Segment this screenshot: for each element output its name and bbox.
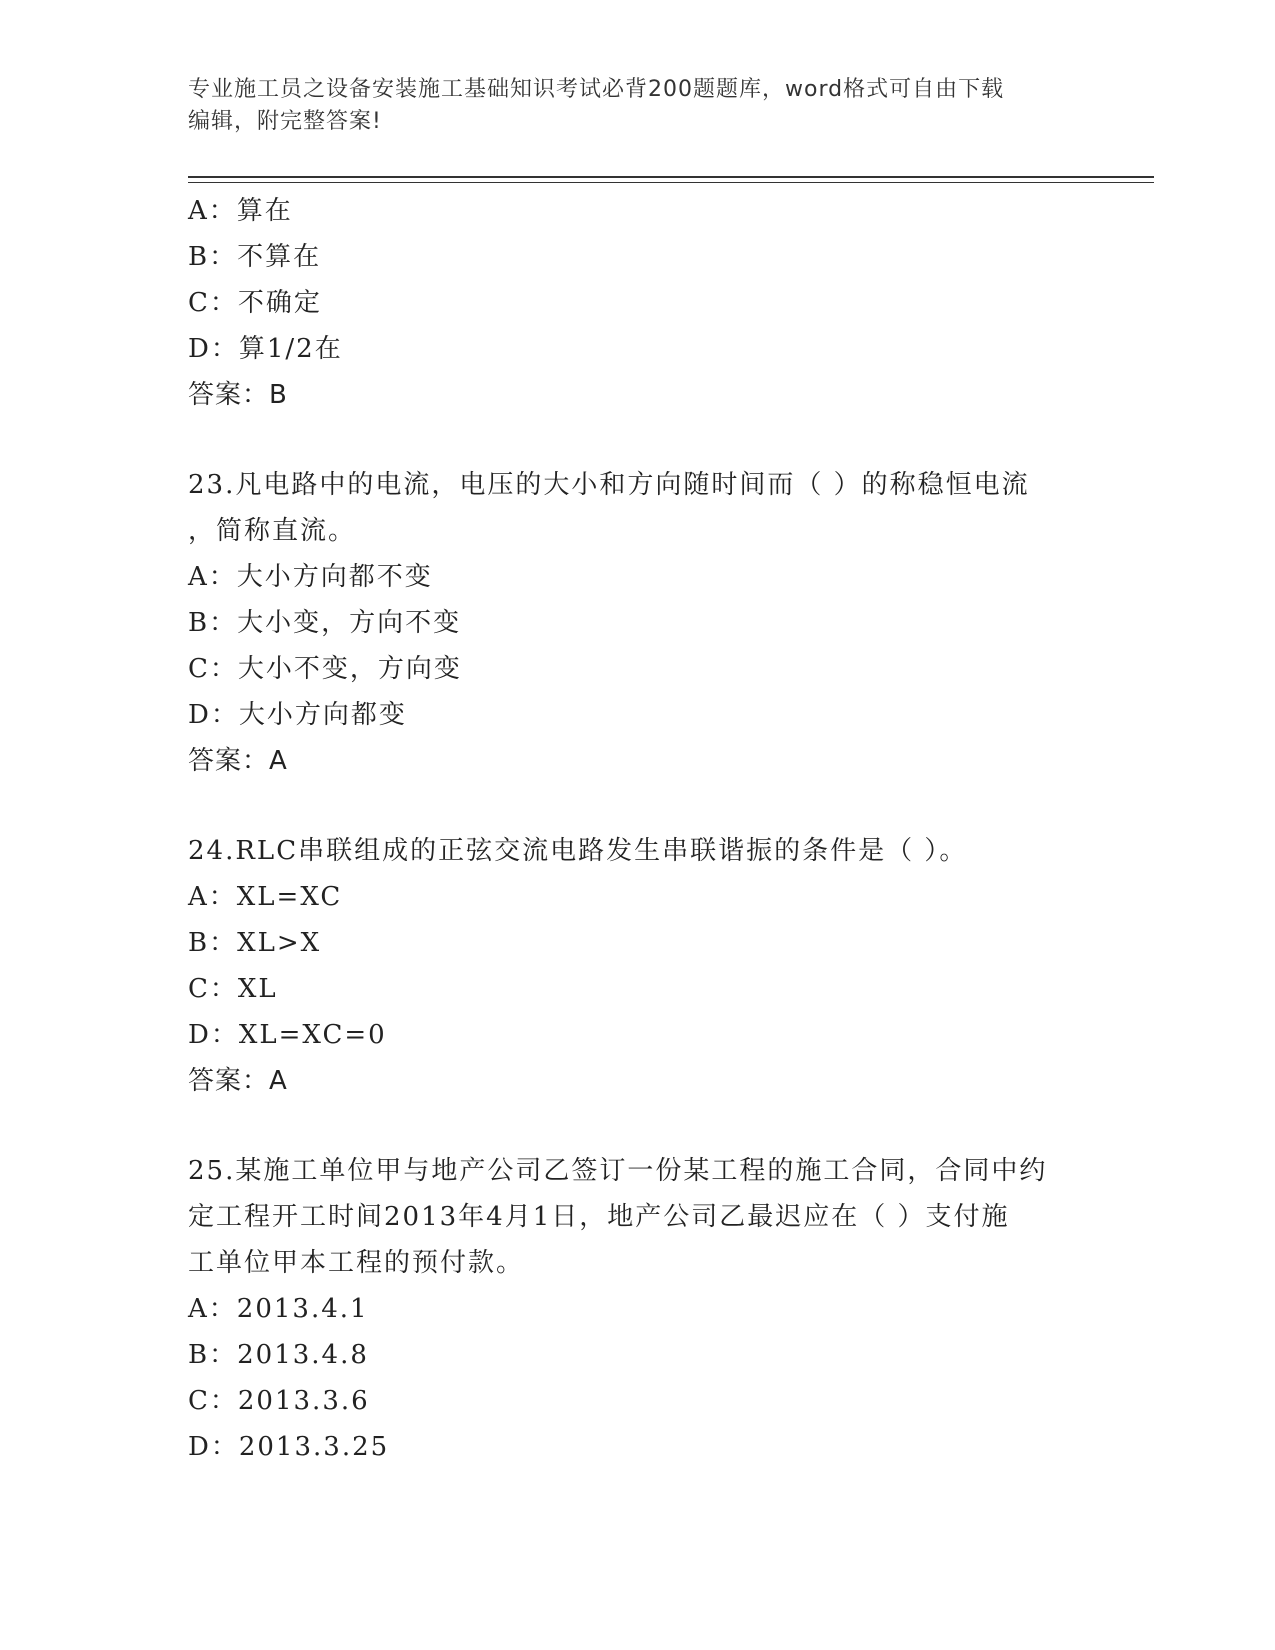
answer-line: 答案：A <box>188 1066 288 1096</box>
option-b: B：XL>X <box>188 928 322 958</box>
header-title-line-1: 专业施工员之设备安装施工基础知识考试必背200题题库，word格式可自由下载 <box>188 77 1005 102</box>
header-divider-thick <box>188 176 1154 178</box>
option-d: D：2013.3.25 <box>188 1432 390 1462</box>
header-title-line-2: 编辑，附完整答案! <box>188 109 382 134</box>
option-a: A：大小方向都不变 <box>188 562 433 592</box>
question-24 <box>188 828 1088 1104</box>
document-header <box>188 74 1068 138</box>
option-c: C：2013.3.6 <box>188 1386 370 1416</box>
question-stem-line-1: 25.某施工单位甲与地产公司乙签订一份某工程的施工合同，合同中约 <box>188 1156 1048 1186</box>
option-c: C：大小不变，方向变 <box>188 654 462 684</box>
option-d: D：大小方向都变 <box>188 700 407 730</box>
option-a: A：算在 <box>188 196 293 226</box>
question-list <box>188 188 1088 1470</box>
question-stem-line-2: 定工程开工时间2013年4月1日，地产公司乙最迟应在（ ）支付施 <box>188 1202 1010 1232</box>
option-c: C：不确定 <box>188 288 322 318</box>
option-c: C：XL <box>188 974 278 1004</box>
option-b: B：2013.4.8 <box>188 1340 369 1370</box>
question-stem-line-2: ，简称直流。 <box>188 516 357 546</box>
question-stem-line-3: 工单位甲本工程的预付款。 <box>188 1248 525 1278</box>
answer-line: 答案：B <box>188 380 288 410</box>
question-22-continued <box>188 188 1088 418</box>
question-25 <box>188 1148 1088 1470</box>
option-a: A：2013.4.1 <box>188 1294 369 1324</box>
question-23 <box>188 462 1088 784</box>
question-stem-line-1: 24.RLC串联组成的正弦交流电路发生串联谐振的条件是（ ）。 <box>188 836 968 866</box>
option-b: B：不算在 <box>188 242 322 272</box>
answer-line: 答案：A <box>188 746 288 776</box>
option-a: A：XL=XC <box>188 882 343 912</box>
option-b: B：大小变，方向不变 <box>188 608 462 638</box>
question-stem-line-1: 23.凡电路中的电流，电压的大小和方向随时间而（ ）的称稳恒电流 <box>188 470 1030 500</box>
option-d: D：XL=XC=0 <box>188 1020 387 1050</box>
option-d: D：算1/2在 <box>188 334 343 364</box>
header-divider-thin <box>188 182 1154 183</box>
